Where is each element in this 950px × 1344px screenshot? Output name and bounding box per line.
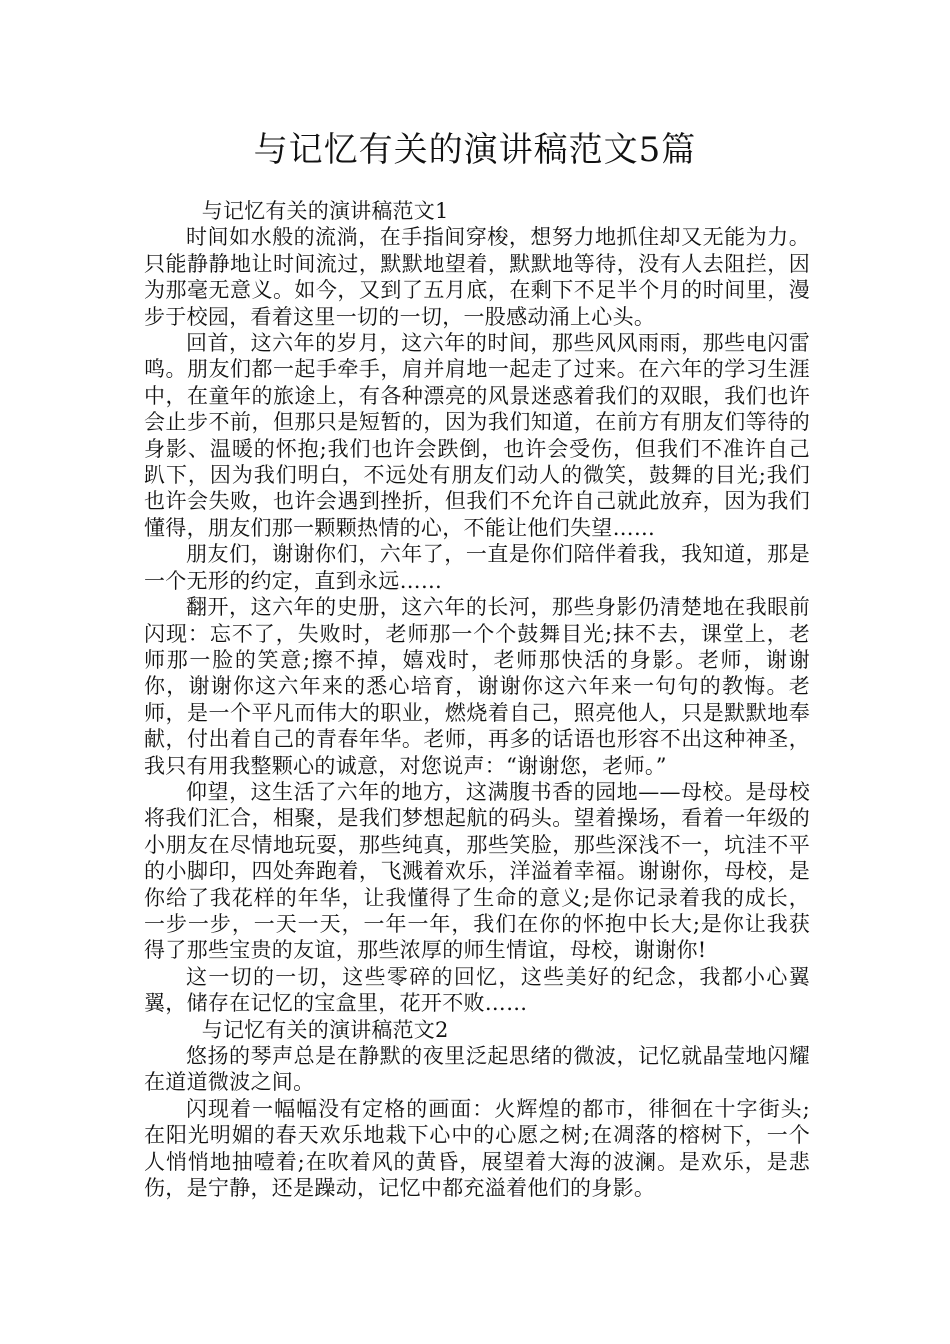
paragraph: 朋友们，谢谢你们，六年了，一直是你们陪伴着我，我知道，那是一个无形的约定，直到永远…… (144, 542, 810, 593)
paragraph: 翻开，这六年的史册，这六年的长河，那些身影仍清楚地在我眼前闪现：忘不了，失败时，老师那一个个鼓舞目光;抹不去，课堂上，老师那一脸的笑意;擦不掉，嬉戏时，老师那快活的身影。老师，谢谢你，谢谢你这六年来的悉心培育，谢谢你这六年来一句句的教悔。老师，是一个平凡而伟大的职业，燃烧着自己，照亮他人，只是默默地奉献，付出着自己的青春年华。老师，再多的话语也形容不出这种神圣，我只有用我整颗心的诚意，对您说声：“谢谢您，老师。” (144, 595, 810, 778)
paragraph: 回首，这六年的岁月，这六年的时间，那些风风雨雨，那些电闪雷鸣。朋友们都一起手牵手，肩并肩地一起走了过来。在六年的学习生涯中，在童年的旅途上，有各种漂亮的风景迷惑着我们的双眼，我们也许会止步不前，但那只是短暂的，因为我们知道，在前方有朋友们等待的身影、温暖的怀抱;我们也许会跌倒，也许会受伤，但我们不准许自己趴下，因为我们明白，不远处有朋友们动人的微笑，鼓舞的目光;我们也许会失败，也许会遇到挫折，但我们不允许自己就此放弃，因为我们懂得，朋友们那一颗颗热情的心，不能让他们失望…… (144, 331, 810, 540)
paragraph: 仰望，这生活了六年的地方，这满腹书香的园地——母校。是母校将我们汇合，相聚，是我们梦想起航的码头。望着操场，看着一年级的小朋友在尽情地玩耍，那些纯真，那些笑脸，那些深浅不一，坑洼不平的小脚印，四处奔跑着，飞溅着欢乐，洋溢着幸福。谢谢你，母校，是你给了我花样的年华，让我懂得了生命的意义;是你记录着我的成长，一步一步，一天一天，一年一年，我们在你的怀抱中长大;是你让我获得了那些宝贵的友谊，那些浓厚的师生情谊，母校，谢谢你! (144, 779, 810, 963)
document-body (144, 198, 810, 1201)
paragraph: 闪现着一幅幅没有定格的画面：火辉煌的都市，徘徊在十字街头;在阳光明媚的春天欢乐地栽下心中的心愿之树;在凋落的榕树下，一个人悄悄地抽噎着;在吹着风的黄昏，展望着大海的波澜。是欢乐，是悲伤，是宁静，还是躁动，记忆中都充溢着他们的身影。 (144, 1096, 810, 1201)
paragraph: 时间如水般的流淌，在手指间穿梭，想努力地抓住却又无能为力。只能静静地让时间流过，默默地望着，默默地等待，没有人去阻拦，因为那毫无意义。如今，又到了五月底，在剩下不足半个月的时间里，漫步于校园，看着这里一切的一切，一股感动涌上心头。 (144, 225, 810, 329)
section-heading: 与记忆有关的演讲稿范文2 (201, 1017, 449, 1042)
paragraph: 悠扬的琴声总是在静默的夜里泛起思绪的微波，记忆就晶莹地闪耀在道道微波之间。 (144, 1044, 810, 1095)
document-title: 与记忆有关的演讲稿范文5篇 (253, 130, 697, 170)
section-heading: 与记忆有关的演讲稿范文1 (201, 199, 449, 223)
paragraph: 这一切的一切，这些零碎的回忆，这些美好的纪念，我都小心翼翼，储存在记忆的宝盒里，花开不败…… (144, 964, 810, 1016)
